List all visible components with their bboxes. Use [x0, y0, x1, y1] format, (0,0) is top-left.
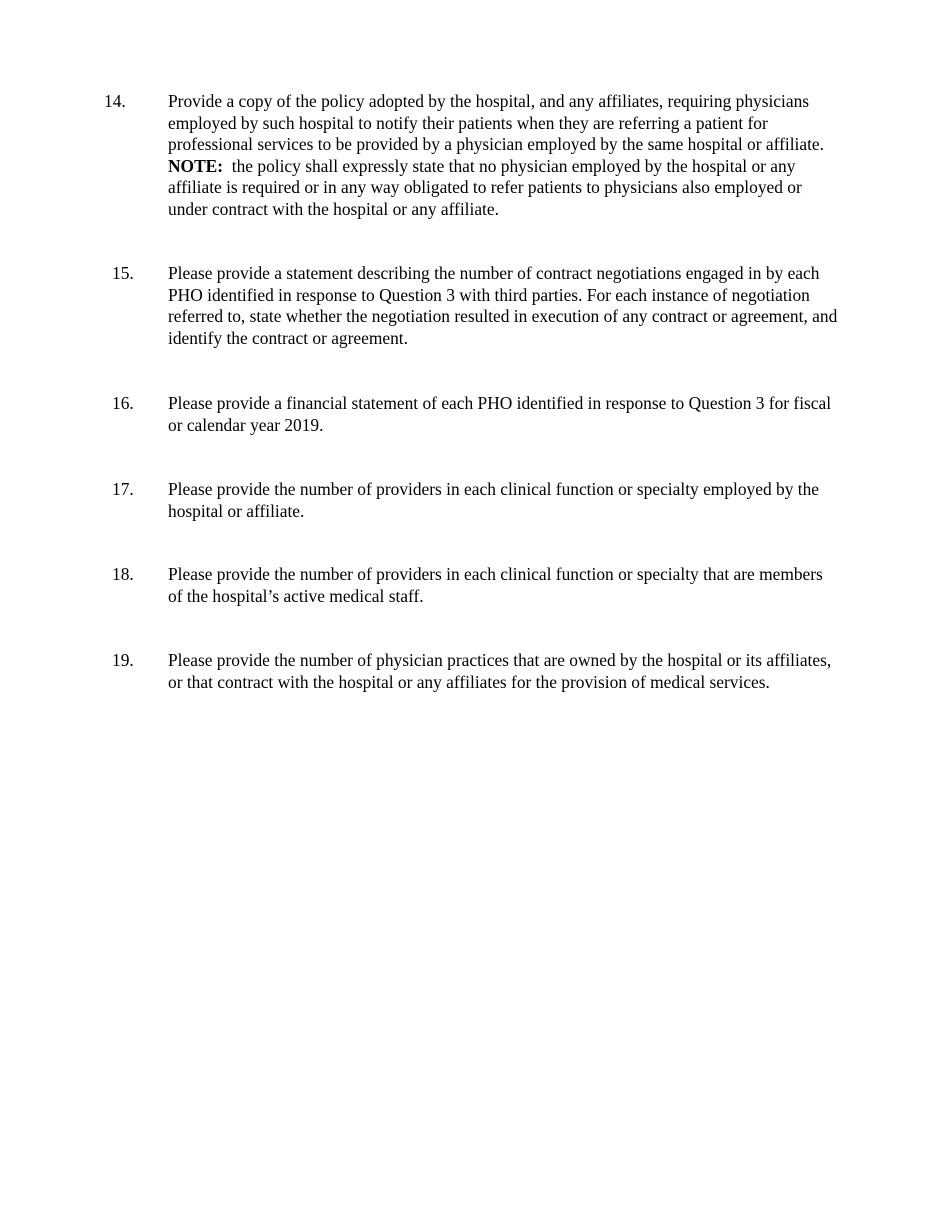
question-number: 19. [112, 650, 134, 670]
question-text: Please provide a financial statement of each PHO identified in response to Question 3 for fiscal or calendar year 2019. [168, 393, 832, 435]
question-text: Please provide a statement describing the number of contract negotiations engaged in by each PHO identified in response to Question 3 with third parties. For each instance of negotiation referred to, state whether the negotiation resulted in execution of any contract or agreement, and identify the contract or agreement. [168, 263, 838, 348]
question-text-part: the policy shall expressly state that no physician employed by the hospital or any affiliate is required or in any way obligated to refer patients to physicians also employed or under contract with the hospital or any affiliate. [168, 155, 802, 219]
question-number: 14. [104, 91, 126, 111]
question-number: 15. [112, 263, 134, 283]
question-number: 17. [112, 479, 134, 499]
question-number: 16. [112, 393, 134, 413]
question-text-part: Provide a copy of the policy adopted by the hospital, and any affiliates, requiring physicians employed by such hospital to notify their patients when they are referring a patient for professional services to be provided by a physician employed by the same hospital or affiliate. [168, 91, 824, 154]
question-text: Please provide the number of physician practices that are owned by the hospital or its affiliates, or that contract with the hospital or any affiliates for the provision of medical services. [168, 650, 832, 692]
question-text: Please provide the number of providers in each clinical function or specialty that are members of the hospital’s active medical staff. [168, 564, 823, 606]
question-text [168, 91, 840, 220]
note-label: NOTE: [168, 155, 224, 176]
question-text: Please provide the number of providers in each clinical function or specialty employed by the hospital or affiliate. [168, 479, 819, 521]
question-number: 18. [112, 564, 134, 584]
